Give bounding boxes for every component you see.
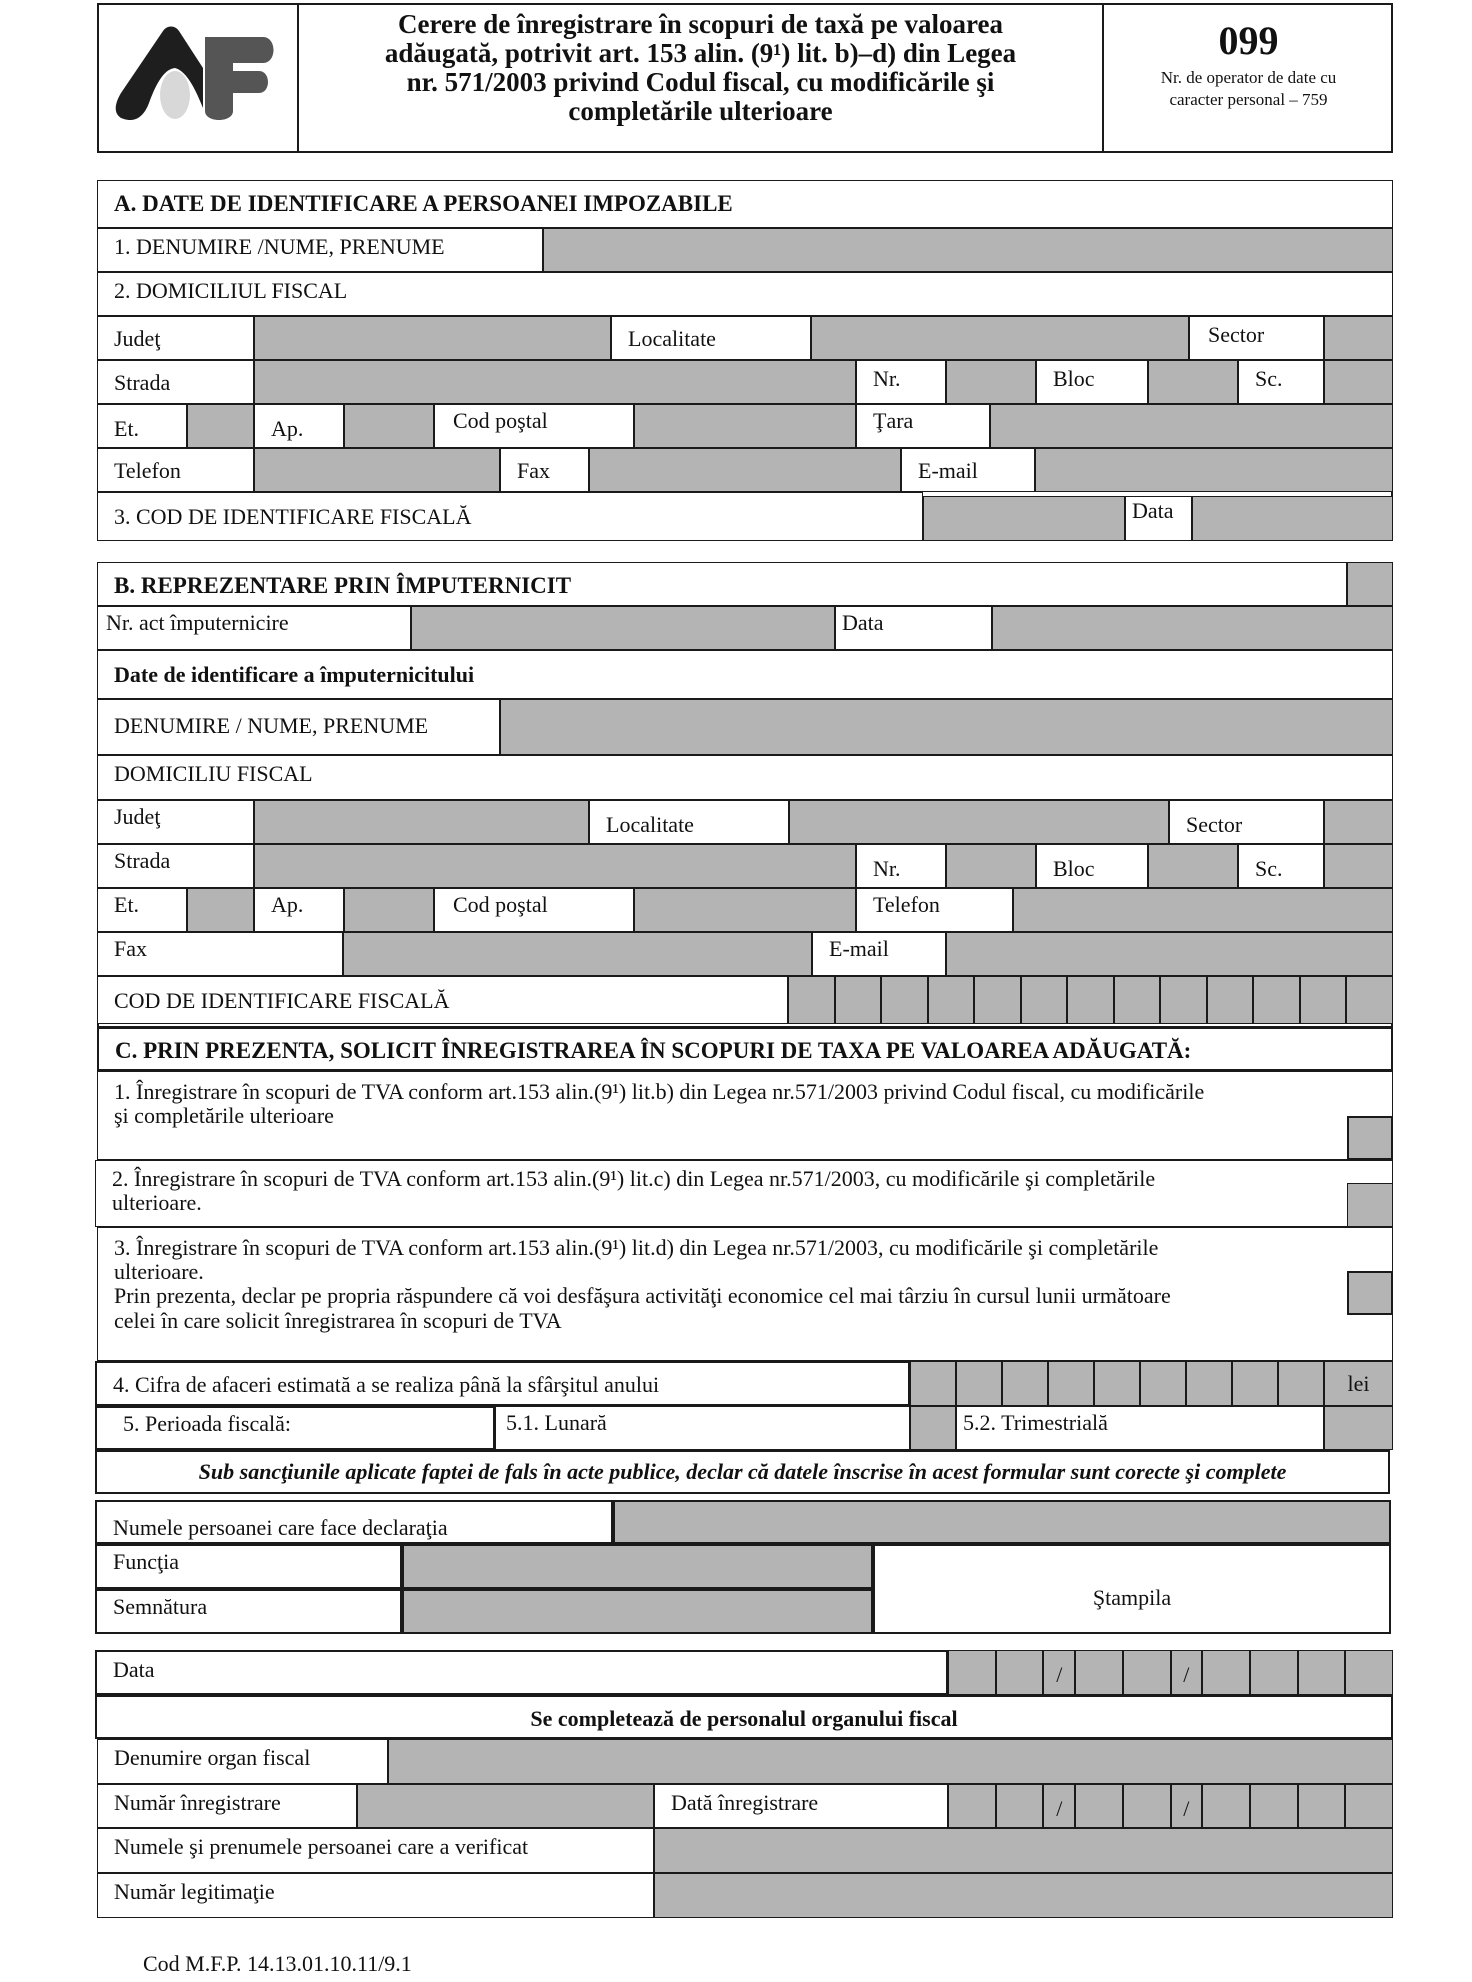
a-cif-label: 3. COD DE IDENTIFICARE FISCALĂ (97, 492, 923, 541)
c-option-3-checkbox[interactable] (1347, 1271, 1393, 1315)
logo-cell (97, 3, 299, 153)
b-cif-box[interactable] (1300, 976, 1347, 1024)
b-email-label: E-mail (812, 932, 946, 976)
b-fax-input[interactable] (343, 932, 812, 976)
date-box[interactable] (1075, 1650, 1123, 1695)
official-id-number-input[interactable] (654, 1873, 1393, 1918)
c-period-quarterly-label: 5.2. Trimestrială (956, 1406, 1324, 1450)
operator-note-2: caracter personal – 759 (1169, 90, 1328, 109)
c-turnover-label: 4. Cifra de afaceri estimată a se realiza până la sfârşitul anului (95, 1361, 910, 1406)
a-fax-label: Fax (500, 448, 589, 492)
sig-declarant-input[interactable] (613, 1500, 1391, 1544)
sig-signature-input[interactable] (402, 1589, 873, 1634)
b-strada-input[interactable] (254, 844, 856, 888)
form-code: 099 (1218, 18, 1279, 63)
a-tara-label: Ţara (856, 404, 990, 448)
a-cod-postal-input[interactable] (634, 404, 856, 448)
c-period-monthly-label: 5.1. Lunară (495, 1406, 910, 1450)
a-name-label: 1. DENUMIRE /NUME, PRENUME (97, 228, 543, 272)
a-name-input[interactable] (543, 228, 1393, 272)
c-period-quarterly-checkbox[interactable] (1324, 1406, 1393, 1450)
form-title (299, 10, 1102, 150)
b-cif-box[interactable] (835, 976, 882, 1024)
official-organ-input[interactable] (388, 1739, 1393, 1784)
b-telefon-label: Telefon (856, 888, 1013, 932)
official-verifier-input[interactable] (654, 1828, 1393, 1873)
b-sc-input[interactable] (1324, 844, 1393, 888)
section-c-title: C. PRIN PREZENTA, SOLICIT ÎNREGISTRAREA ÎN SCOPURI DE TAXA PE VALOAREA ADĂUGATĂ: (97, 1027, 1393, 1071)
c-option-3-line-1: 3. Înregistrare în scopuri de TVA conform art.153 alin.(9¹) lit.d) din Legea nr.571/2003, cu modificările şi completările (114, 1235, 1159, 1260)
b-et-label: Et. (97, 888, 187, 932)
b-cif-box[interactable] (1207, 976, 1254, 1024)
operator-note-1: Nr. de operator de date cu (1160, 68, 1337, 87)
official-title: Se completează de personalul organului fiscal (95, 1695, 1393, 1739)
a-bloc-input[interactable] (1148, 360, 1238, 404)
b-domicile-label: DOMICILIU FISCAL (97, 755, 1393, 800)
form-code-cell (1102, 3, 1393, 153)
b-fax-label: Fax (97, 932, 343, 976)
official-reg-number-input[interactable] (357, 1784, 654, 1828)
b-cif-box[interactable] (881, 976, 928, 1024)
c-option-3 (97, 1227, 1393, 1361)
a-et-label: Et. (97, 404, 187, 448)
date-box[interactable] (996, 1650, 1044, 1695)
b-email-input[interactable] (946, 932, 1393, 976)
reg-date-box[interactable] (1123, 1784, 1171, 1828)
b-nr-label: Nr. (856, 844, 946, 888)
official-reg-number-label: Număr înregistrare (97, 1784, 357, 1828)
a-telefon-input[interactable] (254, 448, 500, 492)
official-id-number-label: Număr legitimaţie (97, 1873, 654, 1918)
c-period-monthly-checkbox[interactable] (910, 1406, 956, 1450)
b-et-input[interactable] (187, 888, 254, 932)
b-ap-label: Ap. (254, 888, 344, 932)
c-turnover-box[interactable] (1232, 1361, 1278, 1406)
c-turnover-box[interactable] (1094, 1361, 1140, 1406)
a-data-input[interactable] (1192, 496, 1393, 541)
footer-code: Cod M.F.P. 14.13.01.10.11/9.1 (143, 1951, 412, 1976)
c-turnover-boxes (910, 1361, 1324, 1406)
c-option-1-checkbox[interactable] (1347, 1116, 1393, 1160)
b-sector-label: Sector (1169, 800, 1324, 844)
reg-date-box[interactable] (1298, 1784, 1346, 1828)
date-box[interactable] (1202, 1650, 1250, 1695)
a-telefon-label: Telefon (97, 448, 254, 492)
a-sc-label: Sc. (1238, 360, 1324, 404)
sig-function-label: Funcţia (95, 1544, 402, 1589)
c-declaration: Sub sancţiunile aplicate faptei de fals în acte publice, declar că datele înscrise în acest formular sunt corecte şi complete (95, 1450, 1390, 1494)
c-turnover-box[interactable] (1048, 1361, 1094, 1406)
b-cif-box[interactable] (1253, 976, 1300, 1024)
c-turnover-box[interactable] (910, 1361, 956, 1406)
reg-date-separator: / (1171, 1784, 1203, 1828)
a-domicile-label: 2. DOMICILIUL FISCAL (97, 272, 1393, 316)
a-cif-input[interactable] (923, 496, 1125, 541)
sig-function-input[interactable] (402, 1544, 873, 1589)
b-act-label: Nr. act împuternicire (97, 606, 411, 650)
date-box[interactable] (1298, 1650, 1346, 1695)
a-tara-input[interactable] (990, 404, 1393, 448)
sig-stamp-area[interactable]: Ştampila (873, 1544, 1391, 1634)
a-judet-label: Judeţ (97, 316, 254, 360)
c-turnover-unit: lei (1324, 1361, 1393, 1406)
b-cif-box[interactable] (1067, 976, 1114, 1024)
c-option-2-checkbox[interactable] (1347, 1183, 1393, 1227)
a-judet-input[interactable] (254, 316, 611, 360)
date-box[interactable] (1123, 1650, 1171, 1695)
c-option-2-line-2: ulterioare. (112, 1190, 202, 1216)
b-judet-label: Judeţ (97, 800, 254, 844)
date-box[interactable] (948, 1650, 996, 1695)
sig-declarant-label: Numele persoanei care face declaraţia (95, 1500, 613, 1544)
title-line-4: completările ulterioare (568, 96, 833, 126)
c-turnover-box[interactable] (1186, 1361, 1232, 1406)
official-reg-date-boxes (948, 1784, 1393, 1828)
reg-date-box[interactable] (1250, 1784, 1298, 1828)
b-cif-box[interactable] (1160, 976, 1207, 1024)
c-period-label: 5. Perioada fiscală: (95, 1406, 495, 1450)
title-line-1: Cerere de înregistrare în scopuri de taxă pe valoarea (398, 9, 1003, 39)
c-option-3-line-4: celei în care solicit înregistrarea în scopuri de TVA (114, 1307, 562, 1333)
b-cod-postal-input[interactable] (634, 888, 856, 932)
reg-date-box[interactable] (1345, 1784, 1393, 1828)
date-separator: / (1043, 1650, 1075, 1695)
b-cif-box[interactable] (974, 976, 1021, 1024)
reg-date-box[interactable] (1075, 1784, 1123, 1828)
b-judet-input[interactable] (254, 800, 589, 844)
official-verifier-label: Numele şi prenumele persoanei care a verificat (97, 1828, 654, 1873)
b-nr-input[interactable] (946, 844, 1036, 888)
b-sc-label: Sc. (1238, 844, 1324, 888)
c-turnover-box[interactable] (956, 1361, 1002, 1406)
a-localitate-label: Localitate (611, 316, 811, 360)
b-cif-boxes (788, 976, 1393, 1024)
a-localitate-input[interactable] (811, 316, 1189, 360)
b-strada-label: Strada (97, 844, 254, 888)
a-fax-input[interactable] (589, 448, 901, 492)
a-bloc-label: Bloc (1036, 360, 1148, 404)
c-turnover-box[interactable] (1278, 1361, 1324, 1406)
date-boxes (948, 1650, 1393, 1695)
b-representation-checkbox[interactable] (1347, 562, 1393, 606)
reg-date-box[interactable] (948, 1784, 996, 1828)
section-a-title: A. DATE DE IDENTIFICARE A PERSOANEI IMPOZABILE (97, 180, 1393, 228)
date-box[interactable] (1345, 1650, 1393, 1695)
official-reg-date-label: Dată înregistrare (654, 1784, 948, 1828)
b-cif-box[interactable] (928, 976, 975, 1024)
a-email-input[interactable] (1035, 448, 1393, 492)
b-data-input[interactable] (992, 606, 1393, 650)
b-telefon-input[interactable] (1013, 888, 1393, 932)
b-cif-box[interactable] (788, 976, 835, 1024)
a-et-input[interactable] (187, 404, 254, 448)
b-cif-box[interactable] (1021, 976, 1068, 1024)
b-ap-input[interactable] (344, 888, 434, 932)
a-nr-input[interactable] (946, 360, 1036, 404)
a-ap-label: Ap. (254, 404, 344, 448)
a-strada-label: Strada (97, 360, 254, 404)
official-organ-label: Denumire organ fiscal (97, 1739, 388, 1784)
c-turnover-box[interactable] (1002, 1361, 1048, 1406)
b-cod-postal-label: Cod poştal (434, 888, 634, 932)
c-option-1-line-1: 1. Înregistrare în scopuri de TVA conform art.153 alin.(9¹) lit.b) din Legea nr.571/2003 privind Codul fiscal, cu modificările (114, 1079, 1205, 1104)
c-option-2 (95, 1160, 1393, 1227)
b-name-label: DENUMIRE / NUME, PRENUME (97, 699, 500, 755)
b-act-input[interactable] (411, 606, 835, 650)
c-option-3-line-3: Prin prezenta, declar pe propria răspundere că voi desfăşura activităţi economice cel mai târziu în cursul lunii următoare (114, 1283, 1171, 1309)
c-option-3-line-2: ulterioare. (114, 1259, 204, 1285)
c-turnover-box[interactable] (1140, 1361, 1186, 1406)
b-localitate-input[interactable] (789, 800, 1169, 844)
a-sc-input[interactable] (1324, 360, 1393, 404)
a-ap-input[interactable] (344, 404, 434, 448)
b-bloc-input[interactable] (1148, 844, 1238, 888)
sig-signature-label: Semnătura (95, 1589, 402, 1634)
section-b-title: B. REPREZENTARE PRIN ÎMPUTERNICIT (97, 562, 1347, 606)
title-line-2: adăugată, potrivit art. 153 alin. (9¹) lit. b)–d) din Legea (384, 38, 1017, 68)
b-sector-input[interactable] (1324, 800, 1393, 844)
anaf-logo-icon (113, 23, 283, 133)
b-subtitle: Date de identificare a împuternicitului (97, 650, 1393, 699)
reg-date-box[interactable] (996, 1784, 1044, 1828)
b-cif-box[interactable] (1346, 976, 1393, 1024)
reg-date-box[interactable] (1202, 1784, 1250, 1828)
b-cif-label: COD DE IDENTIFICARE FISCALĂ (97, 976, 788, 1024)
reg-date-separator: / (1043, 1784, 1075, 1828)
a-strada-input[interactable] (254, 360, 856, 404)
a-email-label: E-mail (901, 448, 1035, 492)
a-nr-label: Nr. (856, 360, 946, 404)
b-cif-box[interactable] (1114, 976, 1161, 1024)
c-option-1-line-2: şi completările ulterioare (114, 1103, 334, 1129)
date-box[interactable] (1250, 1650, 1298, 1695)
b-name-input[interactable] (500, 699, 1393, 755)
c-option-1 (97, 1071, 1393, 1160)
a-data-label: Data (1125, 496, 1192, 541)
b-localitate-label: Localitate (589, 800, 789, 844)
b-bloc-label: Bloc (1036, 844, 1148, 888)
date-label: Data (95, 1650, 948, 1695)
title-line-3: nr. 571/2003 privind Codul fiscal, cu modificările şi (406, 67, 995, 97)
date-separator: / (1171, 1650, 1203, 1695)
a-cod-postal-label: Cod poştal (434, 404, 634, 448)
a-sector-input[interactable] (1324, 316, 1393, 360)
b-data-label: Data (835, 606, 992, 650)
a-sector-label: Sector (1189, 316, 1324, 360)
c-option-2-line-1: 2. Înregistrare în scopuri de TVA conform art.153 alin.(9¹) lit.c) din Legea nr.571/2003, cu modificările şi completările (112, 1166, 1156, 1191)
